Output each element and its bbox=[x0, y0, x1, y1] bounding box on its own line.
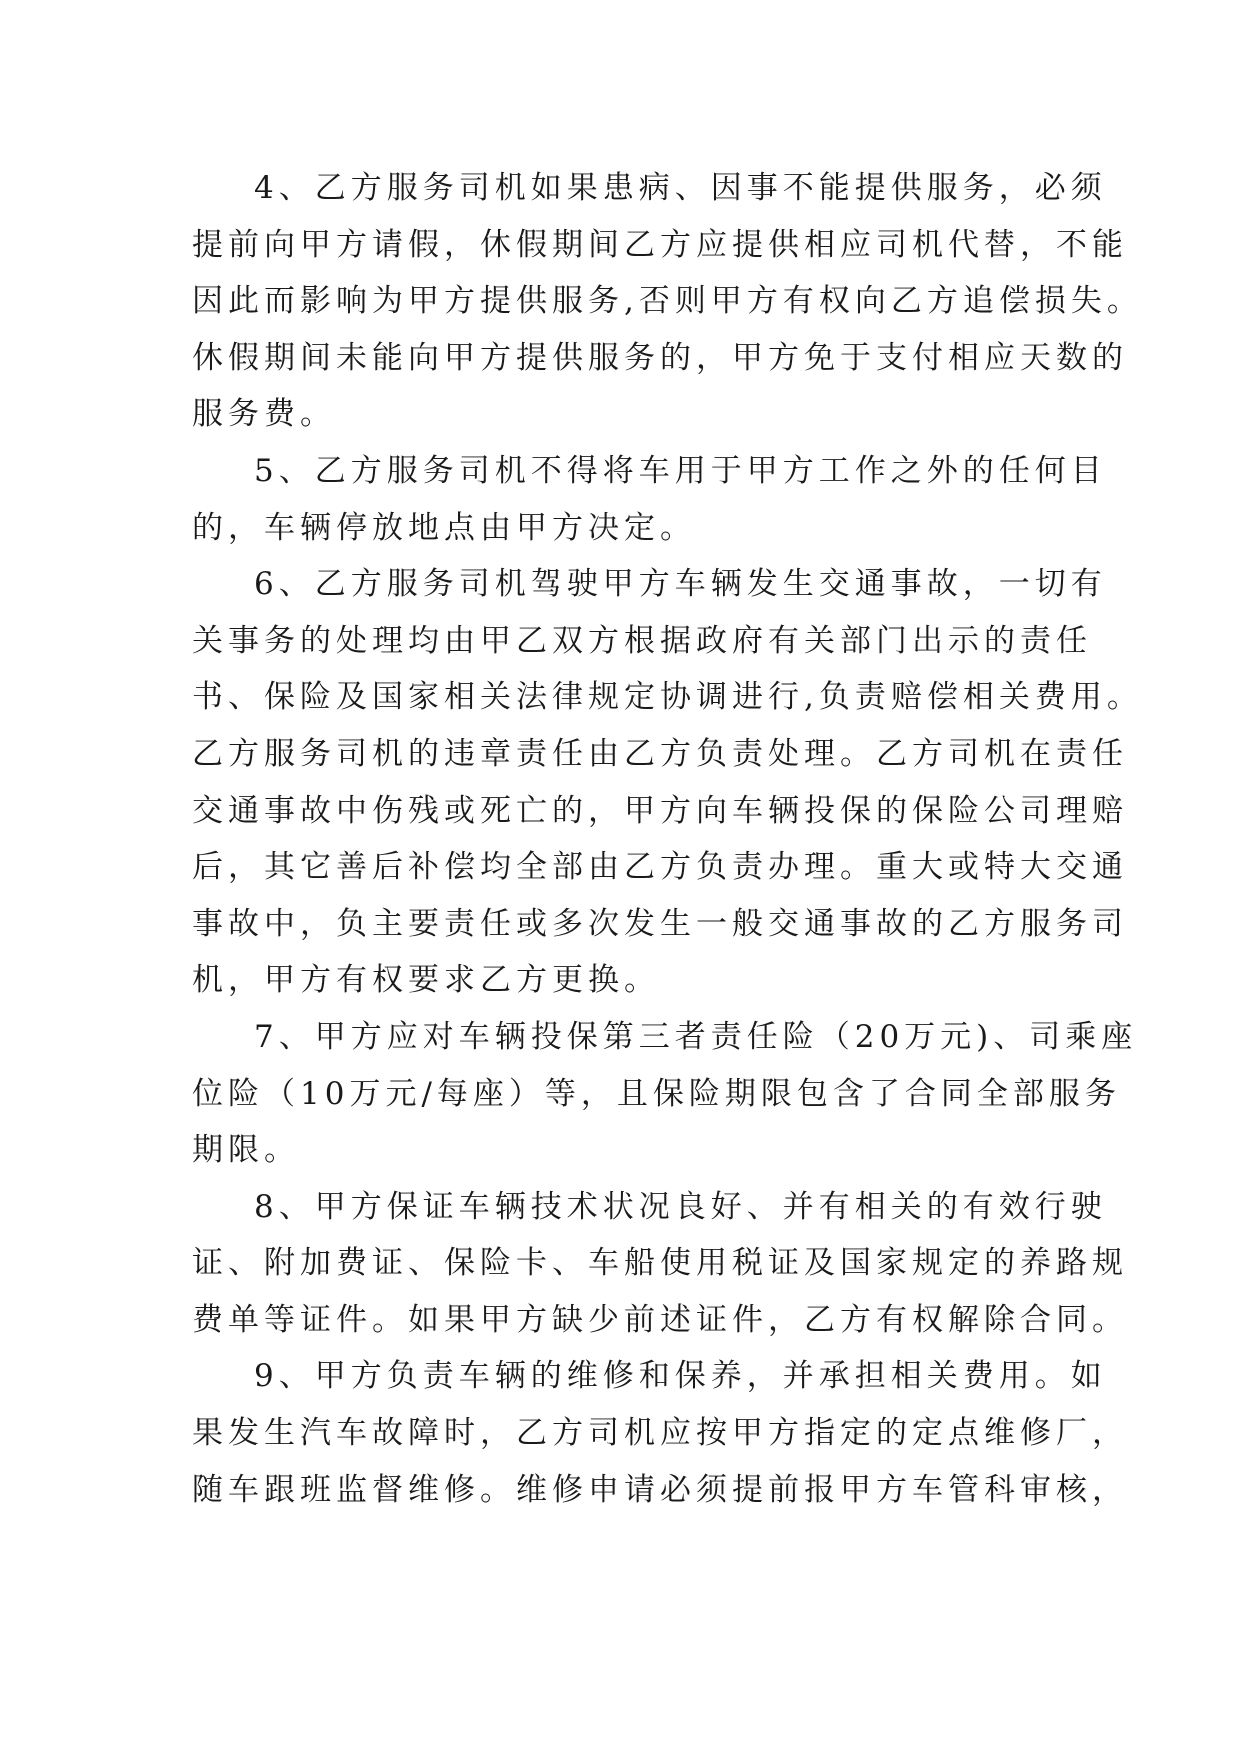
clause-9-line-3: 随车跟班监督维修。维修申请必须提前报甲方车管科审核， bbox=[192, 1471, 1128, 1508]
contract-text bbox=[192, 160, 1143, 1518]
clause-9-line-1: 9、甲方负责车辆的维修和保养，并承担相关费用。如 bbox=[254, 1358, 1107, 1395]
clause-4-line-3: 因此而影响为甲方提供服务,否则甲方有权向乙方追偿损失。 bbox=[192, 283, 1143, 320]
clause-7-line-1: 7、甲方应对车辆投保第三者责任险（20万元)、司乘座 bbox=[254, 1018, 1138, 1055]
clause-8-line-2: 证、附加费证、保险卡、车船使用税证及国家规定的养路规 bbox=[192, 1245, 1128, 1282]
clause-9-line-2: 果发生汽车故障时，乙方司机应按甲方指定的定点维修厂， bbox=[192, 1415, 1128, 1452]
clause-4-line-4: 休假期间未能向甲方提供服务的，甲方免于支付相应天数的 bbox=[192, 339, 1128, 376]
clause-7-line-3: 期限。 bbox=[192, 1132, 300, 1169]
clause-6-line-2: 关事务的处理均由甲乙双方根据政府有关部门出示的责任 bbox=[192, 622, 1092, 659]
clause-6-line-1: 6、乙方服务司机驾驶甲方车辆发生交通事故，一切有 bbox=[254, 566, 1107, 603]
clause-4-line-2: 提前向甲方请假，休假期间乙方应提供相应司机代替，不能 bbox=[192, 226, 1128, 263]
clause-4-line-1: 4、乙方服务司机如果患病、因事不能提供服务，必须 bbox=[254, 170, 1107, 206]
clause-5-line-1: 5、乙方服务司机不得将车用于甲方工作之外的任何目 bbox=[254, 452, 1107, 489]
clause-6-line-5: 交通事故中伤残或死亡的，甲方向车辆投保的保险公司理赔 bbox=[192, 792, 1128, 829]
clause-8-line-1: 8、甲方保证车辆技术状况良好、并有相关的有效行驶 bbox=[254, 1188, 1107, 1225]
clause-4-line-5: 服务费。 bbox=[192, 396, 336, 433]
clause-6-line-7: 事故中，负主要责任或多次发生一般交通事故的乙方服务司 bbox=[192, 905, 1128, 942]
clause-6-line-4: 乙方服务司机的违章责任由乙方负责处理。乙方司机在责任 bbox=[192, 735, 1128, 772]
clause-8-line-3: 费单等证件。如果甲方缺少前述证件，乙方有权解除合同。 bbox=[192, 1301, 1128, 1338]
clause-6-line-8: 机，甲方有权要求乙方更换。 bbox=[192, 962, 660, 999]
clause-7-line-2: 位险（10万元/每座）等，且保险期限包含了合同全部服务 bbox=[192, 1075, 1121, 1112]
clause-6-line-3: 书、保险及国家相关法律规定协调进行,负责赔偿相关费用。 bbox=[192, 679, 1143, 716]
clause-5-line-2: 的，车辆停放地点由甲方决定。 bbox=[192, 509, 696, 546]
clause-6-line-6: 后，其它善后补偿均全部由乙方负责办理。重大或特大交通 bbox=[192, 849, 1128, 886]
